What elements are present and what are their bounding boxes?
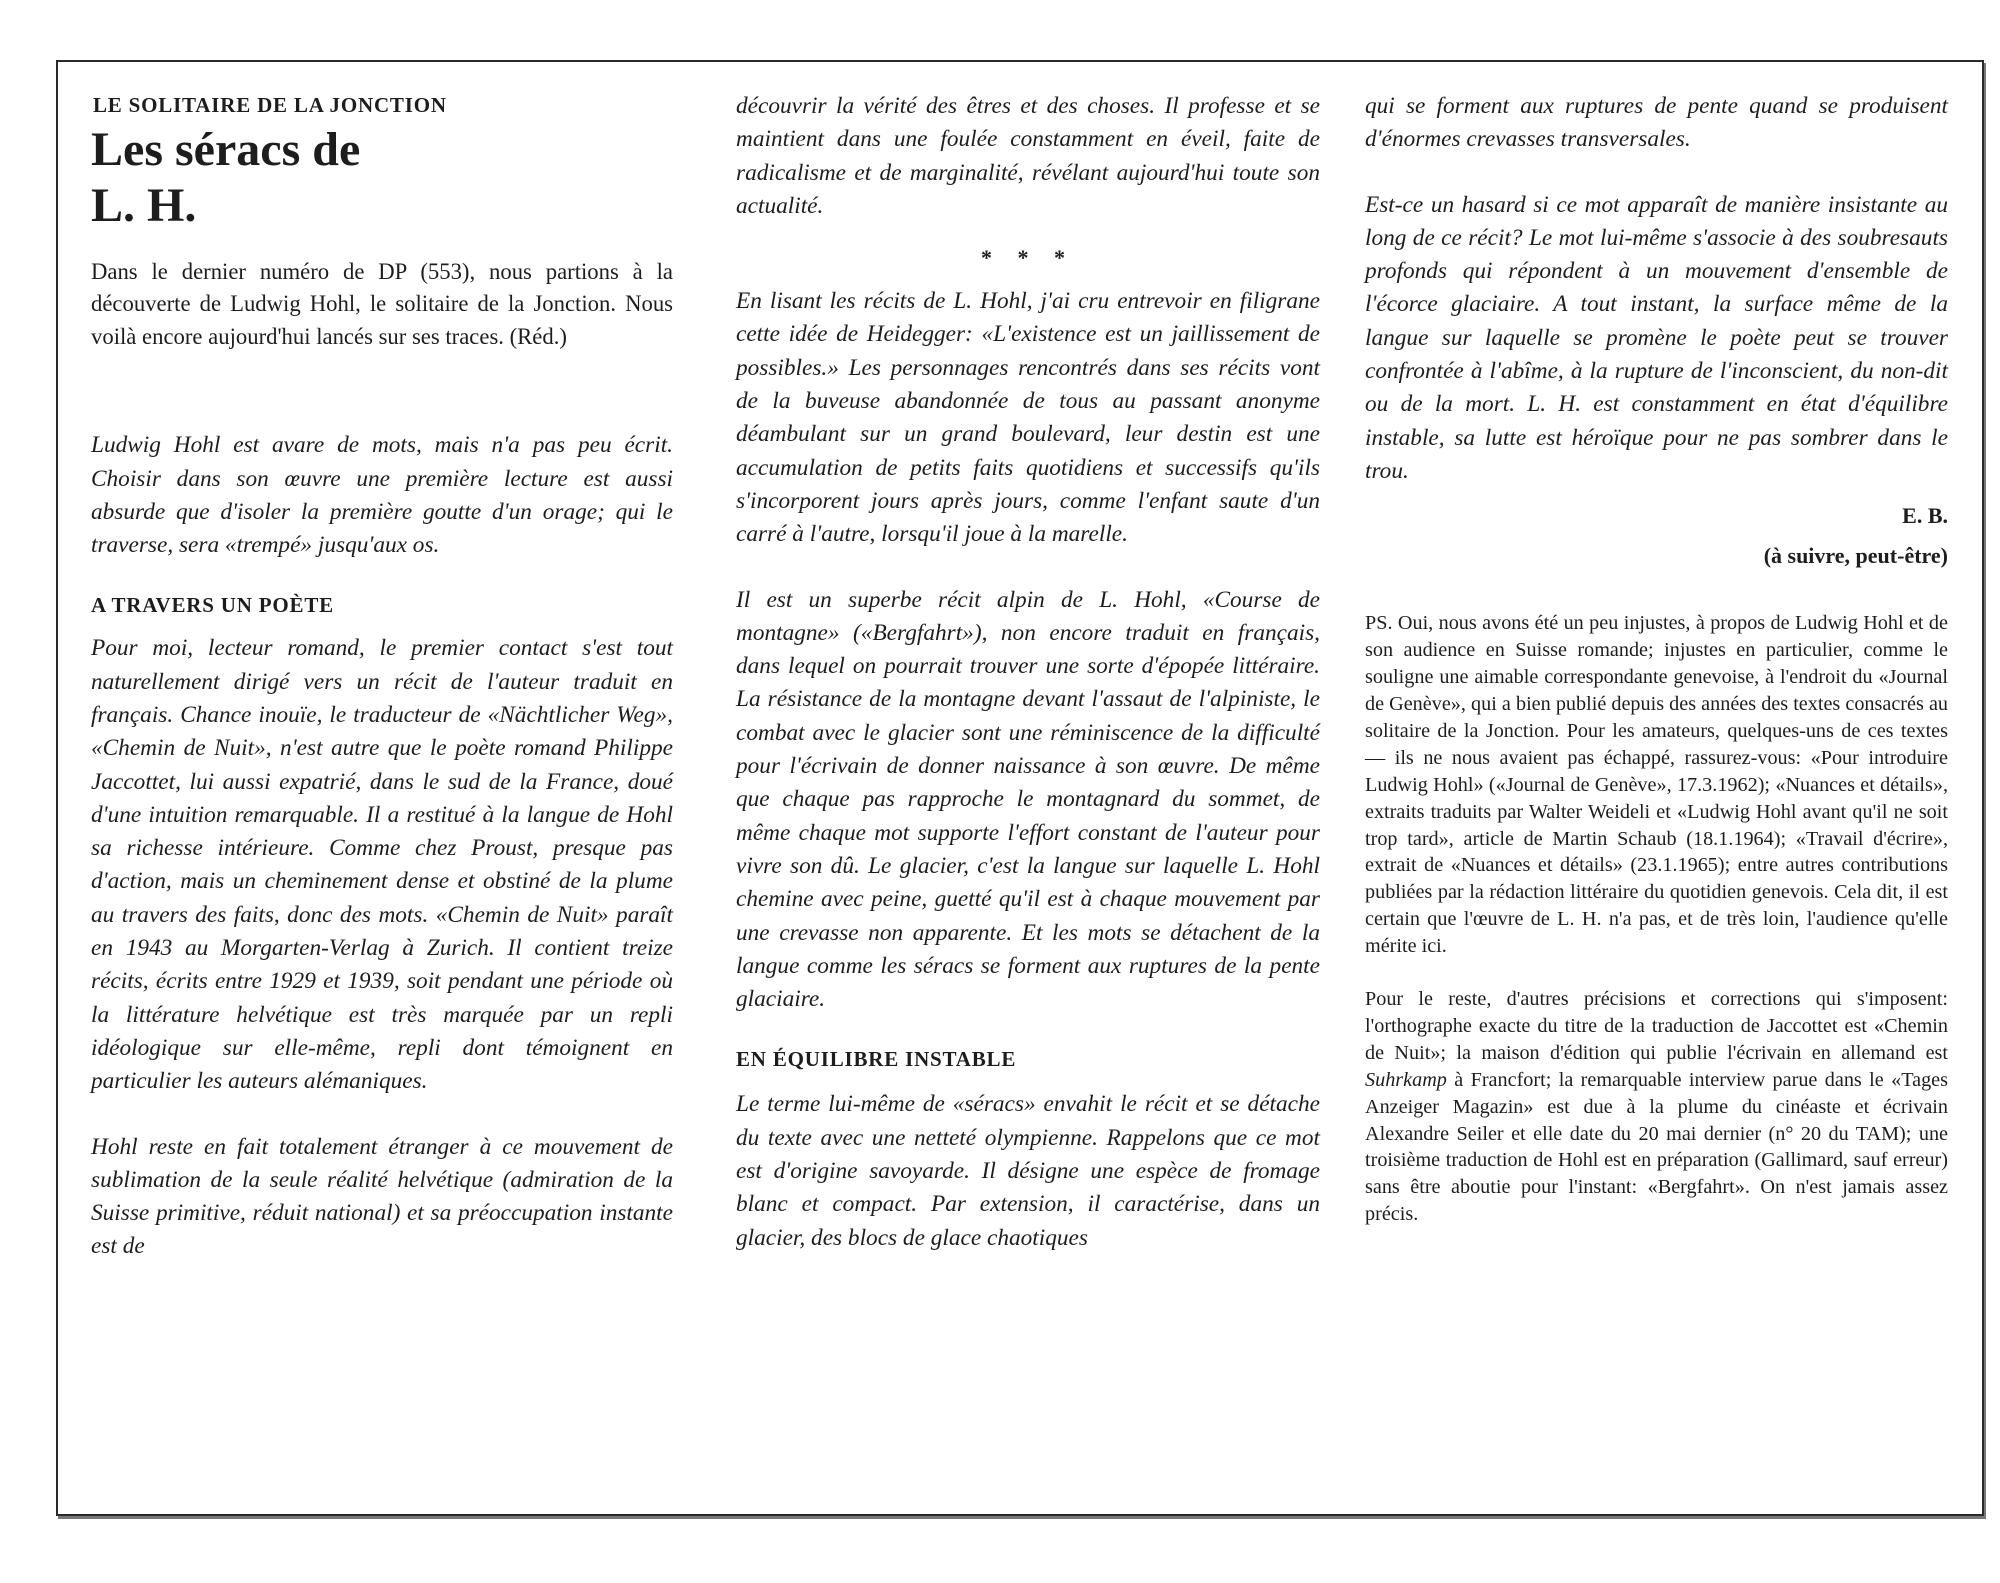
postscript-2-text-a: Pour le reste, d'autres précisions et corrections qui s'imposent: l'orthographe exacte du titre de la traduction de Jaccottet est «Chemin de Nuit»; la maison d'édition qui publie l'écrivain en allemand est xyxy=(1365,988,1948,1064)
author-signature: E. B. xyxy=(1902,503,1948,529)
paragraph-4: En lisant les récits de L. Hohl, j'ai cru entrevoir en filigrane cette idée de Heidegger: «L'existence est un jaillissement de possibles.» Les personnages rencontrés dans ses récits vont de la buveuse abandonnée de tous au passant anonyme déambulant sur un grand boulevard, leur destin est une accumulation de petits faits quotidiens et successifs qu'ils s'incorporent jours après jours, comme l'enfant saute d'un carré à l'autre, lorsqu'il joue à la marelle. xyxy=(736,288,1320,548)
paragraph-6: Le terme lui-même de «séracs» envahit le récit et se détache du texte avec une netteté olympienne. Rappelons que ce mot est d'origine savoyarde. Il désigne une espèce de fromage blanc et compact. Par extension, il caractérise, dans un glacier, des blocs de glace chaotiques xyxy=(736,1091,1320,1251)
column-3 xyxy=(1365,90,1948,1228)
article-title: Les séracs de L. H. xyxy=(91,123,361,232)
section-heading-2: EN ÉQUILIBRE INSTABLE xyxy=(736,1047,1017,1072)
paragraph-3-continued: découvrir la vérité des êtres et des choses. Il professe et se maintient dans une foulée constamment en éveil, faite de radicalisme et de marginalité, révélant aujourd'hui toute son actualité. xyxy=(736,93,1320,219)
section-heading-1: A TRAVERS UN POÈTE xyxy=(91,593,334,618)
paragraph-5: Il est un superbe récit alpin de L. Hohl, «Course de montagne» («Bergfahrt»), non encore traduit en français, dans lequel on pourrait trouver une sorte d'épopée littéraire. La résistance de la montagne devant l'assaut de l'alpiniste, le combat avec le glacier sont une réminiscence de la difficulté pour l'écrivain de donner naissance à son œuvre. De même que chaque pas rapproche le montagnard du sommet, de même chaque mot supporte l'effort constant de l'auteur pour vivre son dû. Le glacier, c'est la langue sur laquelle L. Hohl chemine avec peine, guetté qu'il est à chaque mouvement par une crevasse non apparente. Et les mots se détachent de la langue comme les séracs se forment aux ruptures de la pente glaciaire. xyxy=(736,586,1320,1013)
postscript-2-text-b: à Francfort; la remarquable interview parue dans le «Tages Anzeiger Magazin» est due à la plume du cinéaste et écrivain Alexandre Seiler et elle date du 20 mai dernier (n° 20 du TAM); une troisième traduction de Hohl est en préparation (Gallimard, sauf erreur) sans être aboutie pour l'instant: «Bergfahrt». On n'est jamais assez précis. xyxy=(1365,1068,1948,1226)
publisher-name: Suhrkamp xyxy=(1365,1068,1447,1091)
signature-note: (à suivre, peut-être) xyxy=(1763,543,1948,569)
section-separator: * * * xyxy=(981,245,1075,271)
intro-paragraph: Dans le dernier numéro de DP (553), nous partions à la découverte de Ludwig Hohl, le solitaire de la Jonction. Nous voilà encore aujourd'hui lancés sur ses traces. (Réd.) xyxy=(91,259,673,349)
column-2 xyxy=(736,90,1320,1255)
paragraph-2: Pour moi, lecteur romand, le premier contact s'est tout naturellement dirigé vers un récit de l'auteur traduit en français. Chance inouïe, le traducteur de «Nächtlicher Weg», «Chemin de Nuit», n'est autre que le poète romand Philippe Jaccottet, lui aussi expatrié, dans le sud de la France, doué d'une intuition remarquable. Il a restitué à la langue de Hohl sa richesse intérieure. Comme chez Proust, presque pas d'action, mais un cheminement dense et obstiné de la plume au travers des faits, donc des mots. «Chemin de Nuit» paraît en 1943 au Morgarten-Verlag à Zurich. Il contient treize récits, écrits entre 1929 et 1939, soit pendant une période où la littérature helvétique est très marquée par un repli idéologique sur elle-même, repli dont témoignent en particulier les auteurs alémaniques. xyxy=(91,635,673,1095)
paragraph-7: Est-ce un hasard si ce mot apparaît de manière insistante au long de ce récit? Le mot lui-même s'associe à des soubresauts profonds qui répondent à un mouvement d'ensemble de l'écorce glaciaire. A tout instant, la surface même de la langue sur laquelle se promène le poète peut se trouver confrontée à l'abîme, à la rupture de l'inconscient, du non-dit ou de la mort. L. H. est constamment en état d'équilibre instable, sa lutte est héroïque pour ne pas sombrer dans le trou. xyxy=(1365,191,1948,484)
article-frame xyxy=(56,60,1984,1516)
postscript-1: PS. Oui, nous avons été un peu injustes, à propos de Ludwig Hohl et de son audience en Suisse romande; injustes en particulier, comme le souligne une aimable correspondante genevoise, à l'endroit du «Journal de Genève», qui a bien publié depuis des années des textes consacrés au solitaire de la Jonction. Pour les amateurs, quelques-uns de ces textes — ils ne nous avaient pas échappé, rassurez-vous: «Pour introduire Ludwig Hohl» («Journal de Genève», 17.3.1962); «Nuances et détails», extraits traduits par Walter Weideli et «Ludwig Hohl avant qu'il ne soit trop tard», article de Martin Schaub (18.1.1964); «Travail d'écrire», extrait de «Nuances et détails» (23.1.1965); entre autres contributions publiées par la rédaction littéraire du quotidien genevois. Cela dit, il est certain que l'œuvre de L. H. n'a pas, et de très loin, l'audience qu'elle mérite ici. xyxy=(1365,612,1948,958)
paragraph-6-continued: qui se forment aux ruptures de pente quand se produisent d'énormes crevasses transversales. xyxy=(1365,93,1948,153)
article-kicker: LE SOLITAIRE DE LA JONCTION xyxy=(93,93,447,117)
column-1 xyxy=(91,90,673,1264)
postscript-2 xyxy=(1365,986,1948,1228)
paragraph-3: Hohl reste en fait totalement étranger à ce mouvement de sublimation de la seule réalité helvétique (admiration de la Suisse primitive, réduit national) et sa préoccupation instante est de xyxy=(91,1133,673,1260)
paragraph-1: Ludwig Hohl est avare de mots, mais n'a pas peu écrit. Choisir dans son œuvre une première lecture est aussi absurde que d'isoler la première goutte d'un orage; qui le traverse, sera «trempé» jusqu'aux os. xyxy=(91,432,673,559)
